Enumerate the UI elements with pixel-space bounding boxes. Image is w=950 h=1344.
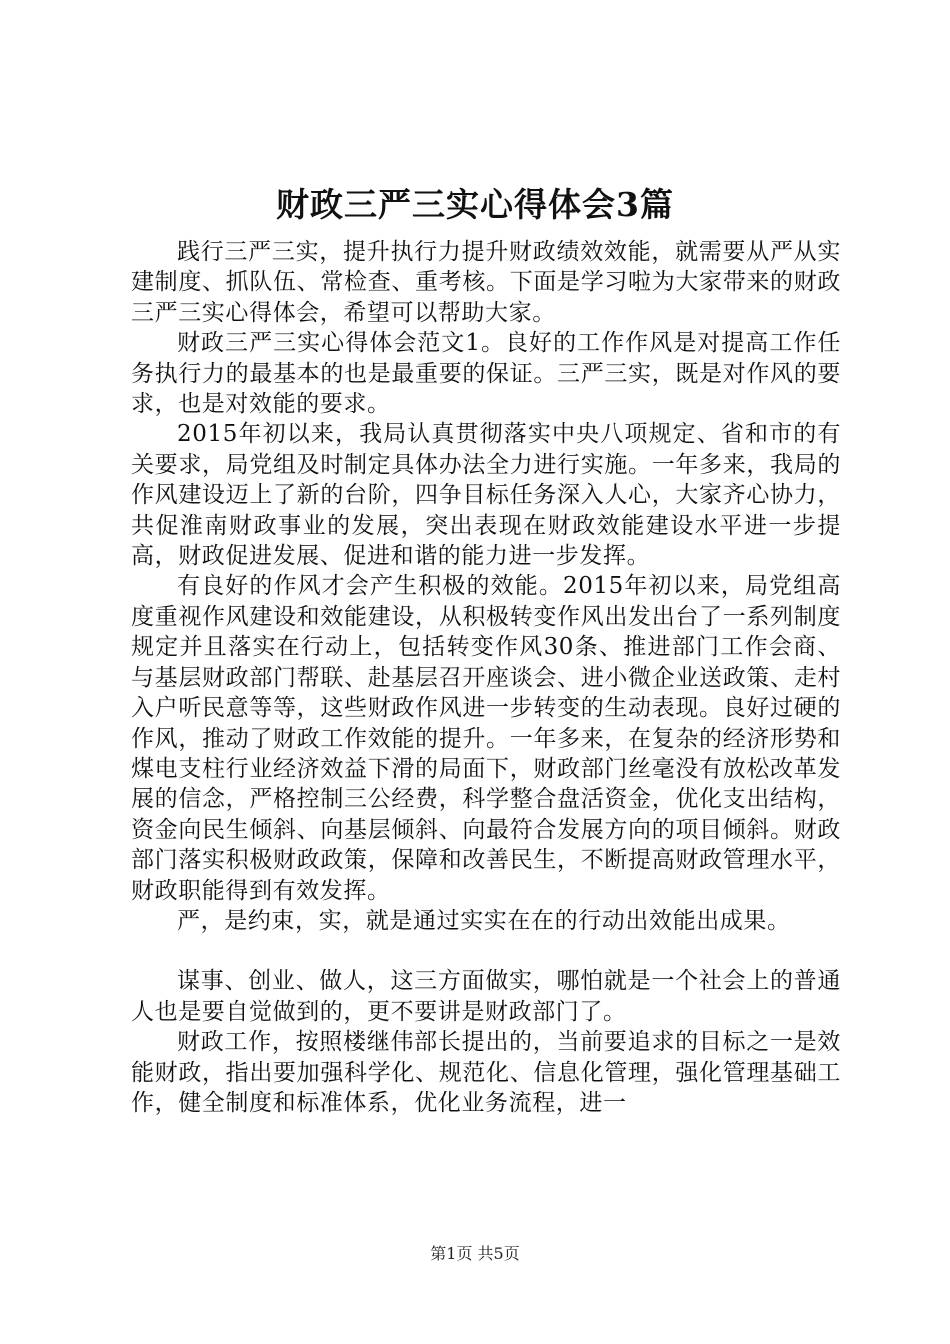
page-number-footer: 第1页 共5页 (430, 1244, 520, 1263)
document-title: 财政三严三实心得体会3篇 (276, 185, 674, 224)
paragraph-strict-practical: 严，是约束，实，就是通过实实在在的行动出效能出成果。 (177, 907, 791, 934)
paragraph-finance-work: 财政工作，按照楼继伟部长提出的，当前要追求的目标之一是效能财政，指出要加强科学化、规范化、信息化管理，强化管理基础工作，健全制度和标准体系，优化业务流程，进一 (131, 1029, 841, 1116)
paragraph-spacer (131, 936, 841, 966)
paragraph-2015: 2015年初以来，我局认真贯彻落实中央八项规定、省和市的有关要求，局党组及时制定具体办法全力进行实施。一年多来，我局的作风建设迈上了新的台阶，四争目标任务深入人心，大家齐心协力，共促淮南财政事业的发展，突出表现在财政效能建设水平进一步提高，财政促进发展、促进和谐的能力进一步发挥。 (131, 421, 841, 570)
paragraph-efficiency: 有良好的作风才会产生积极的效能。2015年初以来，局党组高度重视作风建设和效能建设，从积极转变作风出发出台了一系列制度规定并且落实在行动上，包括转变作风30条、推进部门工作会商、与基层财政部门帮联、赴基层召开座谈会、进小微企业送政策、走村入户听民意等等，这些财政作风进一步转变的生动表现。良好过硬的作风，推动了财政工作效能的提升。一年多来，在复杂的经济形势和煤电支柱行业经济效益下滑的局面下，财政部门丝毫没有放松改革发展的信念，严格控制三公经费，科学整合盘活资金，优化支出结构，资金向民生倾斜、向基层倾斜、向最符合发展方向的项目倾斜。财政部门落实积极财政政策，保障和改善民生，不断提高财政管理水平，财政职能得到有效发挥。 (131, 573, 841, 904)
paragraph-planning: 谋事、创业、做人，这三方面做实，哪怕就是一个社会上的普通人也是要自觉做到的，更不要讲是财政部门了。 (131, 968, 841, 1025)
paragraph-intro: 践行三严三实，提升执行力提升财政绩效效能，就需要从严从实建制度、抓队伍、常检查、重考核。下面是学习啦为大家带来的财政三严三实心得体会，希望可以帮助大家。 (131, 239, 841, 326)
paragraph-sample-1: 财政三严三实心得体会范文1。良好的工作作风是对提高工作任务执行力的最基本的也是最重要的保证。三严三实，既是对作风的要求，也是对效能的要求。 (131, 330, 841, 418)
document-body (131, 237, 841, 1118)
